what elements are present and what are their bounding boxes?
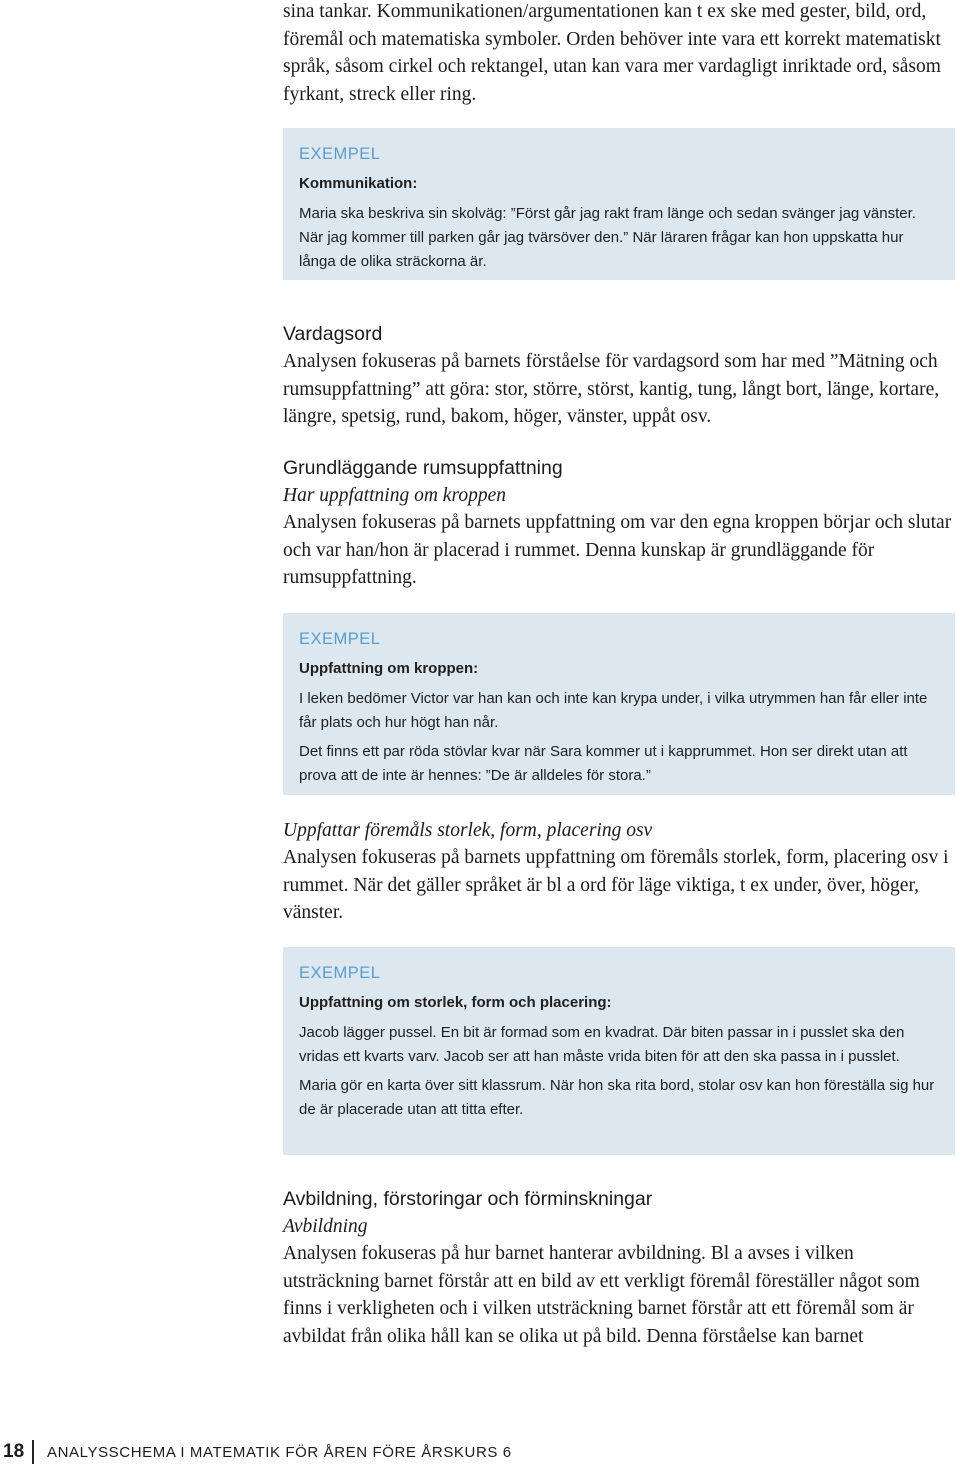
section-subheading: Avbildning: [283, 1215, 368, 1237]
section-rumsuppfattning: [283, 455, 955, 592]
example-box-storlek: [283, 947, 955, 1155]
section-storlek: [283, 817, 955, 927]
example-box-kommunikation: [283, 128, 955, 280]
example-title: Kommunikation:: [299, 175, 418, 192]
example-text: Det finns ett par röda stövlar kvar när Sara kommer ut i kapprummet. Hon ser direkt utan att prova att de inte är hennes: ”De är alldeles för stora.”: [299, 742, 908, 784]
page-content: [283, 0, 955, 1350]
example-label: EXEMPEL: [299, 963, 381, 982]
section-heading: Avbildning, förstoringar och förminskningar: [283, 1187, 653, 1210]
section-avbildning: [283, 1186, 955, 1351]
section-body: Analysen fokuseras på barnets uppfattning om var den egna kroppen börjar och slutar och var han/hon är placerad i rummet. Denna kunskap är grundläggande för rumsuppfattning.: [283, 512, 952, 588]
section-body: Analysen fokuseras på hur barnet hanterar avbildning. Bl a avses i vilken utsträckning barnet förstår att en bild av ett verkligt föremål föreställer något som finns i verkligheten och i vilken utsträckning barnet förstår att ett föremål som är avbildat från olika håll kan se olika ut på bild. Denna förståelse kan barnet: [283, 1243, 920, 1347]
section-body: Analysen fokuseras på barnets uppfattning om föremåls storlek, form, placering osv i rummet. När det gäller språket är bl a ord för läge viktiga, t ex under, över, höger, vänster.: [283, 847, 949, 923]
example-label: EXEMPEL: [299, 145, 381, 163]
footer-divider: [32, 1440, 34, 1464]
example-text: Jacob lägger pussel. En bit är formad som en kvadrat. Där biten passar in i pusslet ska den vridas ett kvarts varv. Jacob ser att han måste vrida biten för att den ska passa in i pusslet.: [299, 1023, 905, 1065]
example-text: I leken bedömer Victor var han kan och inte kan krypa under, i vilka utrymmen han får eller inte får plats och hur högt han når.: [299, 689, 928, 731]
example-title: Uppfattning om storlek, form och placering:: [299, 993, 612, 1011]
page-number: 18: [3, 1441, 25, 1462]
section-subheading: Har uppfattning om kroppen: [283, 484, 506, 506]
section-vardagsord: [283, 321, 955, 431]
example-box-kroppen: [283, 613, 955, 795]
section-subheading: Uppfattar föremåls storlek, form, placering osv: [283, 819, 653, 841]
running-title: ANALYSSCHEMA I MATEMATIK FÖR ÅREN FÖRE ÅRSKURS 6: [47, 1444, 512, 1461]
page-footer: [0, 1440, 960, 1464]
section-body: Analysen fokuseras på barnets förståelse för vardagsord som har med ”Mätning och rumsuppfattning” att göra: stor, större, störst, kantig, tung, långt bort, länge, kortare, längre, spetsig, rund, bakom, höger, vänster, uppåt osv.: [283, 351, 940, 427]
intro-paragraph: sina tankar. Kommunikationen/argumentationen kan t ex ske med gester, bild, ord, föremål och matematiska symboler. Orden behöver inte vara ett korrekt matematiskt språk, såsom cirkel och rektangel, utan kan vara mer vardagligt inriktade ord, såsom fyrkant, streck eller ring.: [283, 1, 941, 105]
example-title: Uppfattning om kroppen:: [299, 659, 479, 677]
section-heading: Vardagsord: [283, 323, 383, 345]
example-label: EXEMPEL: [299, 629, 381, 648]
example-text: Maria gör en karta över sitt klassrum. När hon ska rita bord, stolar osv kan hon föreställa sig hur de är placerade utan att titta efter.: [299, 1076, 935, 1118]
section-heading: Grundläggande rumsuppfattning: [283, 456, 563, 479]
example-text: Maria ska beskriva sin skolväg: ”Först går jag rakt fram länge och sedan svänger jag vänster. När jag kommer till parken går jag tvärsöver den.” När läraren frågar kan hon uppskatta hur långa de olika sträckorna är.: [299, 205, 916, 270]
